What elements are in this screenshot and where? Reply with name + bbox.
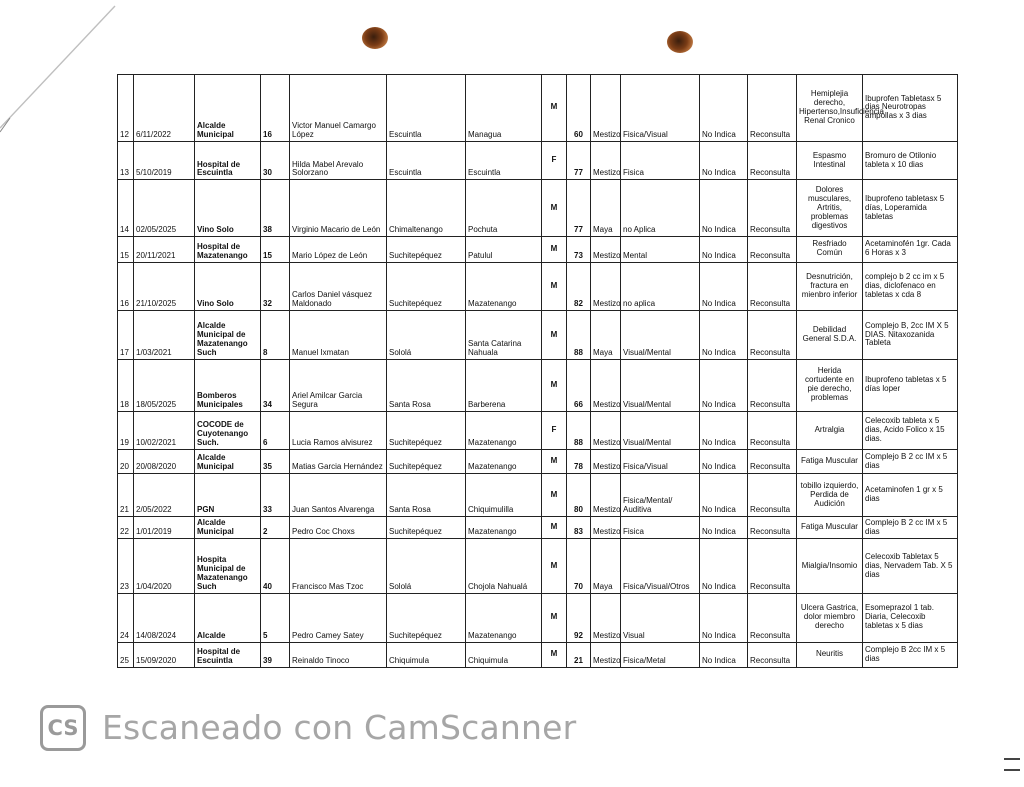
department-cell: Suchitepéquez: [387, 516, 466, 538]
patient-name-cell: Matias Garcia Hernández: [290, 450, 387, 474]
treatment-cell: Ibuprofeno tabletasx 5 días, Loperamida tabletas: [863, 180, 958, 237]
treatment-cell: Celecoxib Tabletax 5 dias, Nervadem Tab. X 5 dias: [863, 539, 958, 594]
date-cell: 1/03/2021: [134, 311, 195, 360]
date-cell: 5/10/2019: [134, 141, 195, 180]
indicator-cell: No Indica: [700, 411, 748, 450]
consult-type-cell: Reconsulta: [748, 359, 797, 411]
sex-cell: M: [542, 237, 567, 262]
row-number: 15: [118, 237, 134, 262]
diagnosis-cell: Resfriado Común: [797, 237, 863, 262]
row-number: 17: [118, 311, 134, 360]
disability-cell: Visual/Mental: [621, 311, 700, 360]
table-row: [118, 450, 958, 474]
patient-name-cell: Victor Manuel Camargo López: [290, 75, 387, 142]
indicator-cell: No Indica: [700, 180, 748, 237]
patient-name-cell: Virginio Macario de León: [290, 180, 387, 237]
disability-cell: Visual/Mental: [621, 411, 700, 450]
date-cell: 1/04/2020: [134, 539, 195, 594]
years-cell: 82: [567, 262, 591, 311]
disability-cell: Fisica: [621, 141, 700, 180]
diagnosis-cell: Herida cortudente en pie derecho, problemas: [797, 359, 863, 411]
department-cell: Suchitepéquez: [387, 593, 466, 642]
municipality-cell: Pochuta: [466, 180, 542, 237]
age-cell: 38: [261, 180, 290, 237]
consult-type-cell: Reconsulta: [748, 262, 797, 311]
indicator-cell: No Indica: [700, 516, 748, 538]
referral-source-cell: Hospita Municipal de Mazatenango Such: [195, 539, 261, 594]
age-cell: 16: [261, 75, 290, 142]
consult-type-cell: Reconsulta: [748, 539, 797, 594]
disability-cell: Mental: [621, 237, 700, 262]
years-cell: 60: [567, 75, 591, 142]
municipality-cell: Chojola Nahualá: [466, 539, 542, 594]
years-cell: 83: [567, 516, 591, 538]
table-row: [118, 311, 958, 360]
patient-name-cell: Francisco Mas Tzoc: [290, 539, 387, 594]
consult-type-cell: Reconsulta: [748, 474, 797, 517]
consult-type-cell: Reconsulta: [748, 75, 797, 142]
sex-cell: M: [542, 359, 567, 411]
age-cell: 5: [261, 593, 290, 642]
patient-name-cell: Lucia Ramos alvisurez: [290, 411, 387, 450]
camscanner-logo-icon: CS: [40, 705, 86, 751]
table-row: [118, 180, 958, 237]
diagnosis-cell: Desnutrición, fractura en mienbro inferior: [797, 262, 863, 311]
municipality-cell: Patulul: [466, 237, 542, 262]
row-number: 20: [118, 450, 134, 474]
indicator-cell: No Indica: [700, 141, 748, 180]
treatment-cell: Ibuprofen Tabletasx 5 dias Neurotropas ampollas x 3 dias: [863, 75, 958, 142]
row-number: 13: [118, 141, 134, 180]
treatment-cell: Acetaminofen 1 gr x 5 dias: [863, 474, 958, 517]
years-cell: 77: [567, 141, 591, 180]
disability-cell: Visual: [621, 593, 700, 642]
sex-cell: M: [542, 180, 567, 237]
consult-type-cell: Reconsulta: [748, 311, 797, 360]
punch-hole-right: [667, 31, 693, 53]
disability-cell: Fisica/Metal: [621, 642, 700, 667]
sex-cell: M: [542, 311, 567, 360]
date-cell: 1/01/2019: [134, 516, 195, 538]
sex-cell: M: [542, 474, 567, 517]
department-cell: Suchitepéquez: [387, 262, 466, 311]
years-cell: 73: [567, 237, 591, 262]
diagnosis-cell: Mialgia/Insomio: [797, 539, 863, 594]
table-row: [118, 411, 958, 450]
scanner-watermark-text: Escaneado con CamScanner: [102, 708, 577, 747]
sex-cell: M: [542, 593, 567, 642]
row-number: 12: [118, 75, 134, 142]
department-cell: Suchitepéquez: [387, 237, 466, 262]
row-number: 21: [118, 474, 134, 517]
diagnosis-cell: Hemiplejia derecho, Hipertenso,Insuficiencia Renal Cronico: [797, 75, 863, 142]
table-row: [118, 75, 958, 142]
municipality-cell: Mazatenango: [466, 516, 542, 538]
patient-name-cell: Pedro Coc Choxs: [290, 516, 387, 538]
table-row: [118, 359, 958, 411]
department-cell: Santa Rosa: [387, 359, 466, 411]
age-cell: 8: [261, 311, 290, 360]
ethnicity-cell: Mestizo: [591, 237, 621, 262]
disability-cell: no aplica: [621, 262, 700, 311]
patient-name-cell: Juan Santos Alvarenga: [290, 474, 387, 517]
date-cell: 18/05/2025: [134, 359, 195, 411]
table-row: [118, 516, 958, 538]
treatment-cell: Complejo B 2 cc IM x 5 dias: [863, 450, 958, 474]
row-number: 25: [118, 642, 134, 667]
indicator-cell: No Indica: [700, 642, 748, 667]
indicator-cell: No Indica: [700, 75, 748, 142]
years-cell: 80: [567, 474, 591, 517]
treatment-cell: Acetaminofén 1gr. Cada 6 Horas x 3: [863, 237, 958, 262]
diagnosis-cell: Neuritis: [797, 642, 863, 667]
referral-source-cell: Vino Solo: [195, 180, 261, 237]
table-row: [118, 642, 958, 667]
disability-cell: no Aplica: [621, 180, 700, 237]
date-cell: 21/10/2025: [134, 262, 195, 311]
date-cell: 14/08/2024: [134, 593, 195, 642]
indicator-cell: No Indica: [700, 539, 748, 594]
referral-source-cell: Alcalde Municipal de Mazatenango Such: [195, 311, 261, 360]
years-cell: 88: [567, 311, 591, 360]
consult-type-cell: Reconsulta: [748, 642, 797, 667]
indicator-cell: No Indica: [700, 450, 748, 474]
referral-source-cell: Alcalde Municipal: [195, 75, 261, 142]
indicator-cell: No Indica: [700, 593, 748, 642]
diagnosis-cell: Dolores musculares, Artritis, problemas digestivos: [797, 180, 863, 237]
ethnicity-cell: Mestizo: [591, 474, 621, 517]
patient-name-cell: Mario López de León: [290, 237, 387, 262]
margin-tick-mark: [1004, 758, 1020, 771]
department-cell: Suchitepéquez: [387, 411, 466, 450]
sex-cell: M: [542, 450, 567, 474]
referral-source-cell: Alcalde Municipal: [195, 450, 261, 474]
indicator-cell: No Indica: [700, 359, 748, 411]
referral-source-cell: Vino Solo: [195, 262, 261, 311]
paper-fold-mark: [0, 0, 120, 140]
treatment-cell: Complejo B 2cc IM x 5 dias: [863, 642, 958, 667]
department-cell: Chimaltenango: [387, 180, 466, 237]
sex-cell: M: [542, 262, 567, 311]
disability-cell: Fisica: [621, 516, 700, 538]
age-cell: 2: [261, 516, 290, 538]
disability-cell: Fisica/Visual: [621, 450, 700, 474]
diagnosis-cell: Debilidad General S.D.A.: [797, 311, 863, 360]
years-cell: 77: [567, 180, 591, 237]
age-cell: 35: [261, 450, 290, 474]
sex-cell: F: [542, 141, 567, 180]
row-number: 24: [118, 593, 134, 642]
diagnosis-cell: Ulcera Gastrica, dolor miembro derecho: [797, 593, 863, 642]
date-cell: 10/02/2021: [134, 411, 195, 450]
patient-name-cell: Carlos Daniel vásquez Maldonado: [290, 262, 387, 311]
row-number: 18: [118, 359, 134, 411]
diagnosis-cell: Fatiga Muscular: [797, 516, 863, 538]
sex-cell: M: [542, 539, 567, 594]
diagnosis-cell: Espasmo Intestinal: [797, 141, 863, 180]
row-number: 16: [118, 262, 134, 311]
department-cell: Escuintla: [387, 75, 466, 142]
ethnicity-cell: Mestizo: [591, 450, 621, 474]
patient-name-cell: Pedro Camey Satey: [290, 593, 387, 642]
municipality-cell: Mazatenango: [466, 411, 542, 450]
municipality-cell: Mazatenango: [466, 262, 542, 311]
patient-name-cell: Hilda Mabel Arevalo Solorzano: [290, 141, 387, 180]
ethnicity-cell: Maya: [591, 539, 621, 594]
department-cell: Sololá: [387, 311, 466, 360]
treatment-cell: Celecoxib tableta x 5 dias, Acido Folico x 15 dias.: [863, 411, 958, 450]
municipality-cell: Escuintla: [466, 141, 542, 180]
ethnicity-cell: Maya: [591, 180, 621, 237]
municipality-cell: Chiquimulilla: [466, 474, 542, 517]
consult-type-cell: Reconsulta: [748, 180, 797, 237]
indicator-cell: No Indica: [700, 311, 748, 360]
municipality-cell: Mazatenango: [466, 593, 542, 642]
treatment-cell: Bromuro de Otilonio tableta x 10 dias: [863, 141, 958, 180]
row-number: 19: [118, 411, 134, 450]
diagnosis-cell: Fatiga Muscular: [797, 450, 863, 474]
ethnicity-cell: Mestizo: [591, 411, 621, 450]
table-row: [118, 262, 958, 311]
age-cell: 34: [261, 359, 290, 411]
age-cell: 40: [261, 539, 290, 594]
referral-source-cell: Hospital de Mazatenango: [195, 237, 261, 262]
indicator-cell: No Indica: [700, 237, 748, 262]
department-cell: Chiquimula: [387, 642, 466, 667]
indicator-cell: No Indica: [700, 474, 748, 517]
age-cell: 33: [261, 474, 290, 517]
ethnicity-cell: Mestizo: [591, 75, 621, 142]
date-cell: 20/11/2021: [134, 237, 195, 262]
referral-source-cell: PGN: [195, 474, 261, 517]
diagnosis-cell: Artralgia: [797, 411, 863, 450]
indicator-cell: No Indica: [700, 262, 748, 311]
ethnicity-cell: Mestizo: [591, 516, 621, 538]
consult-type-cell: Reconsulta: [748, 141, 797, 180]
disability-cell: Fisica/Visual: [621, 75, 700, 142]
row-number: 22: [118, 516, 134, 538]
referral-source-cell: Alcalde: [195, 593, 261, 642]
age-cell: 6: [261, 411, 290, 450]
treatment-cell: complejo b 2 cc im x 5 dias, diclofenaco en tabletas x cda 8: [863, 262, 958, 311]
diagnosis-cell: tobillo izquierdo, Perdida de Audición: [797, 474, 863, 517]
date-cell: 6/11/2022: [134, 75, 195, 142]
years-cell: 92: [567, 593, 591, 642]
ethnicity-cell: Mestizo: [591, 642, 621, 667]
municipality-cell: Mazatenango: [466, 450, 542, 474]
ethnicity-cell: Maya: [591, 311, 621, 360]
municipality-cell: Santa Catarina Nahuala: [466, 311, 542, 360]
consult-type-cell: Reconsulta: [748, 516, 797, 538]
consult-type-cell: Reconsulta: [748, 237, 797, 262]
date-cell: 2/05/2022: [134, 474, 195, 517]
table-row: [118, 237, 958, 262]
years-cell: 21: [567, 642, 591, 667]
disability-cell: Fisica/Mental/ Auditiva: [621, 474, 700, 517]
referral-source-cell: Hospital de Escuintla: [195, 642, 261, 667]
municipality-cell: Managua: [466, 75, 542, 142]
years-cell: 70: [567, 539, 591, 594]
ethnicity-cell: Mestizo: [591, 141, 621, 180]
row-number: 23: [118, 539, 134, 594]
years-cell: 66: [567, 359, 591, 411]
table-row: [118, 539, 958, 594]
table-row: [118, 474, 958, 517]
treatment-cell: Ibuprofeno tabletas x 5 días loper: [863, 359, 958, 411]
referral-source-cell: Hospital de Escuintla: [195, 141, 261, 180]
sex-cell: M: [542, 75, 567, 142]
row-number: 14: [118, 180, 134, 237]
treatment-cell: Complejo B, 2cc IM X 5 DIAS. Nitaxozanida Tableta: [863, 311, 958, 360]
table-row: [118, 593, 958, 642]
department-cell: Sololá: [387, 539, 466, 594]
age-cell: 30: [261, 141, 290, 180]
date-cell: 02/05/2025: [134, 180, 195, 237]
sex-cell: M: [542, 516, 567, 538]
referral-source-cell: Bomberos Municipales: [195, 359, 261, 411]
treatment-cell: Esomeprazol 1 tab. Diaria, Celecoxib tabletas x 5 dias: [863, 593, 958, 642]
date-cell: 20/08/2020: [134, 450, 195, 474]
date-cell: 15/09/2020: [134, 642, 195, 667]
years-cell: 88: [567, 411, 591, 450]
disability-cell: Visual/Mental: [621, 359, 700, 411]
age-cell: 32: [261, 262, 290, 311]
ethnicity-cell: Mestizo: [591, 593, 621, 642]
age-cell: 15: [261, 237, 290, 262]
municipality-cell: Chiquimula: [466, 642, 542, 667]
patient-name-cell: Manuel Ixmatan: [290, 311, 387, 360]
table-row: [118, 141, 958, 180]
patient-name-cell: Ariel Amilcar Garcia Segura: [290, 359, 387, 411]
department-cell: Suchitepéquez: [387, 450, 466, 474]
consult-type-cell: Reconsulta: [748, 411, 797, 450]
department-cell: Santa Rosa: [387, 474, 466, 517]
patient-records-table: [117, 74, 958, 668]
consult-type-cell: Reconsulta: [748, 450, 797, 474]
department-cell: Escuintla: [387, 141, 466, 180]
age-cell: 39: [261, 642, 290, 667]
punch-hole-left: [362, 27, 388, 49]
referral-source-cell: COCODE de Cuyotenango Such.: [195, 411, 261, 450]
consult-type-cell: Reconsulta: [748, 593, 797, 642]
municipality-cell: Barberena: [466, 359, 542, 411]
ethnicity-cell: Mestizo: [591, 262, 621, 311]
sex-cell: M: [542, 642, 567, 667]
treatment-cell: Complejo B 2 cc IM x 5 dias: [863, 516, 958, 538]
years-cell: 78: [567, 450, 591, 474]
patient-name-cell: Reinaldo Tinoco: [290, 642, 387, 667]
referral-source-cell: Alcalde Municipal: [195, 516, 261, 538]
sex-cell: F: [542, 411, 567, 450]
ethnicity-cell: Mestizo: [591, 359, 621, 411]
disability-cell: Fisica/Visual/Otros: [621, 539, 700, 594]
